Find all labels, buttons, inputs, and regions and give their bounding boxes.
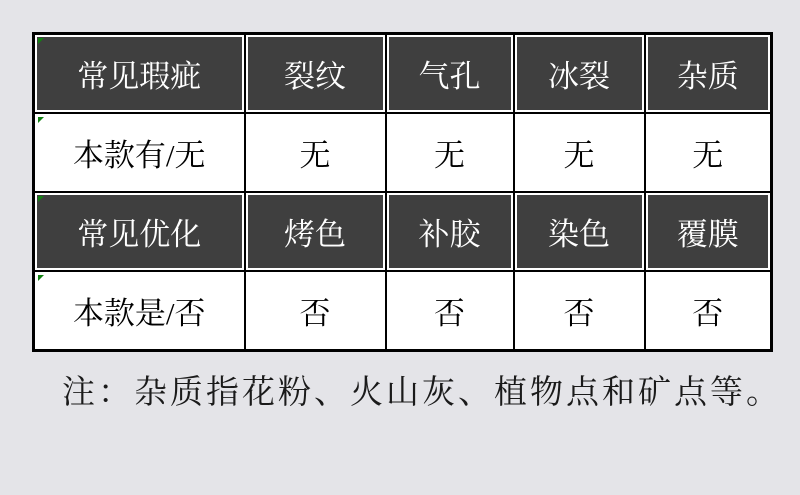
cell-text: 冰裂 (548, 59, 610, 94)
green-triangle-indicator-icon (38, 196, 44, 202)
cell-text: 覆膜 (676, 217, 739, 252)
optimization-value-row (34, 271, 772, 351)
table-cell (514, 192, 645, 271)
cell-text: 常见优化 (77, 217, 202, 252)
row-header-cell (34, 34, 245, 114)
table-cell (645, 113, 772, 192)
row-header-cell (34, 113, 245, 192)
table-cell (245, 34, 386, 114)
footnote-text: 注：杂质指花粉、火山灰、植物点和矿点等。 (62, 375, 782, 411)
product-spec-table (32, 32, 773, 352)
table-cell (386, 113, 514, 192)
cell-text: 无 (299, 138, 331, 173)
table-cell (645, 192, 772, 271)
cell-text: 染色 (548, 217, 610, 252)
flaw-header-row (34, 34, 772, 114)
cell-text: 常见瑕疵 (77, 59, 202, 94)
table-cell (245, 192, 386, 271)
cell-text: 否 (299, 296, 331, 331)
cell-text: 无 (434, 138, 465, 173)
cell-text: 无 (692, 138, 724, 173)
cell-text: 气孔 (418, 59, 481, 94)
cell-text: 杂质 (676, 59, 739, 94)
footnote (62, 366, 782, 413)
optimization-header-row (34, 192, 772, 271)
green-triangle-indicator-icon (38, 117, 44, 123)
table-cell (245, 113, 386, 192)
table-cell (386, 271, 514, 351)
table-cell (514, 34, 645, 114)
cell-text: 否 (692, 296, 724, 331)
flaw-value-row (34, 113, 772, 192)
table-cell (386, 192, 514, 271)
table-cell (514, 113, 645, 192)
row-header-cell (34, 192, 245, 271)
cell-text: 烤色 (284, 217, 346, 252)
table-cell (514, 271, 645, 351)
table-cell (645, 271, 772, 351)
table-cell (245, 271, 386, 351)
table-cell (386, 34, 514, 114)
cell-text: 本款有/无 (72, 138, 206, 173)
cell-text: 否 (434, 296, 465, 331)
row-header-cell (34, 271, 245, 351)
table-cell (645, 34, 772, 114)
green-triangle-indicator-icon (38, 275, 44, 281)
cell-text: 否 (563, 296, 595, 331)
green-triangle-indicator-icon (38, 38, 44, 44)
cell-text: 裂纹 (284, 59, 346, 94)
cell-text: 补胶 (418, 217, 481, 252)
cell-text: 无 (563, 138, 595, 173)
cell-text: 本款是/否 (72, 296, 206, 331)
